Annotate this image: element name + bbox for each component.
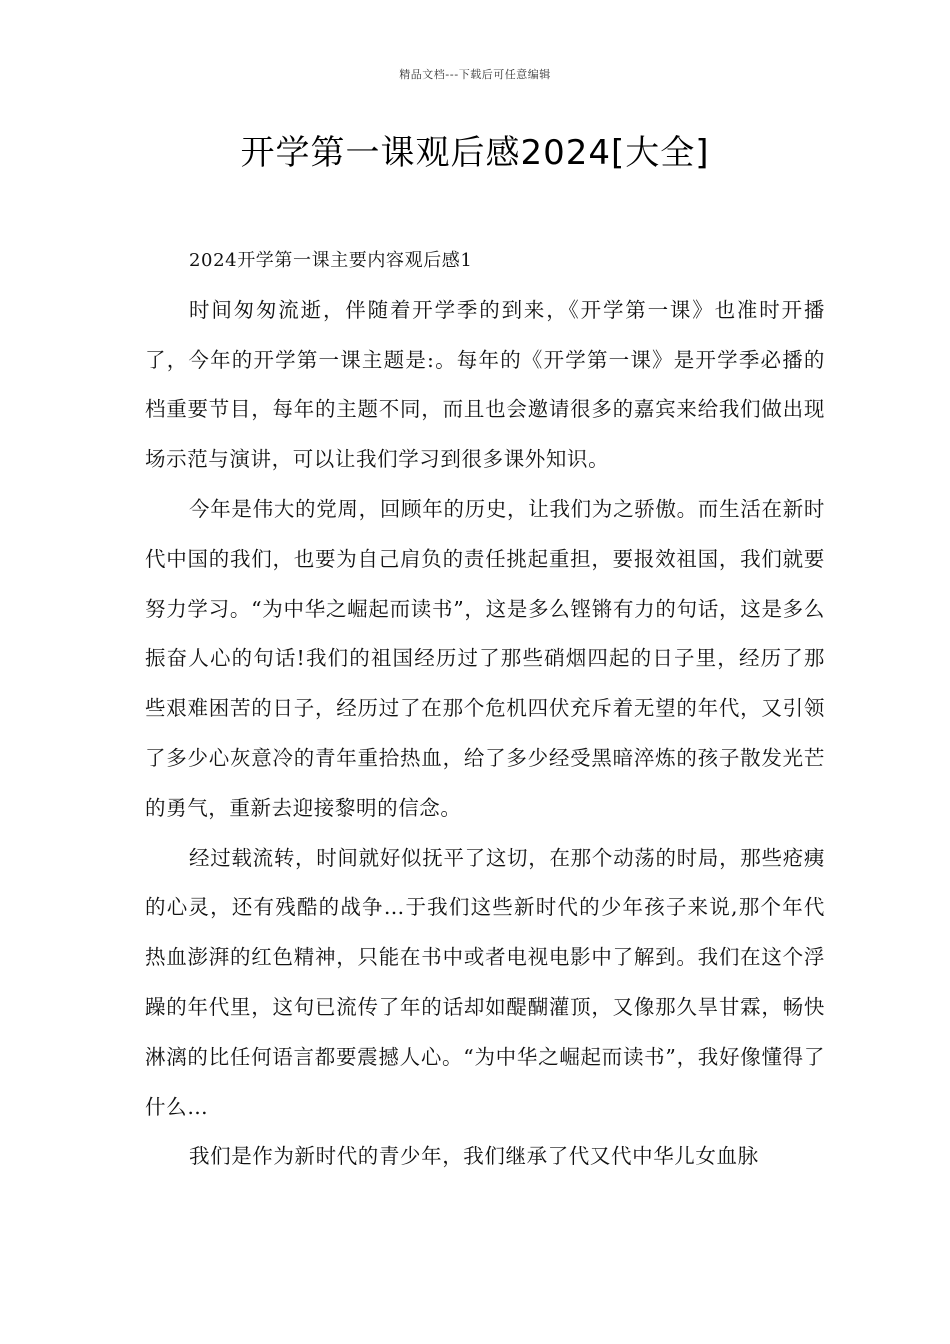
paragraph: 时间匆匆流逝，伴随着开学季的到来，《开学第一课》也准时开播了，今年的开学第一课主题是:。每年的《开学第一课》是开学季必播的档重要节目，每年的主题不同，而且也会邀请很多的嘉宾来给我们做出现场示范与演讲，可以让我们学习到很多课外知识。 — [145, 297, 825, 472]
document-body — [145, 236, 825, 1182]
header-note: 精品文档---下载后可任意编辑 — [399, 68, 551, 81]
paragraph: 今年是伟大的党周，回顾年的历史，让我们为之骄傲。而生活在新时代中国的我们，也要为自己肩负的责任挑起重担，要报效祖国，我们就要努力学习。“为中华之崛起而读书”，这是多么铿锵有力的句话，这是多么振奋人心的句话!我们的祖国经历过了那些硝烟四起的日子里，经历了那些艰难困苦的日子，经历过了在那个危机四伏充斥着无望的年代，又引领了多少心灰意冷的青年重拾热血，给了多少经受黑暗淬炼的孩子散发光芒的勇气，重新去迎接黎明的信念。 — [145, 496, 825, 820]
paragraph: 我们是作为新时代的青少年，我们继承了代又代中华儿女血脉 — [189, 1144, 759, 1169]
paragraph: 经过载流转，时间就好似抚平了这切，在那个动荡的时局，那些疮痍的心灵，还有残酷的战争…于我们这些新时代的少年孩子来说,那个年代热血澎湃的红色精神，只能在书中或者电视电影中了解到。我们在这个浮躁的年代里，这句已流传了年的话却如醍醐灌顶，又像那久旱甘霖，畅快淋漓的比任何语言都要震撼人心。“为中华之崛起而读书”，我好像懂得了什么… — [145, 845, 825, 1119]
document-title: 开学第一课观后感2024[大全] — [240, 133, 710, 173]
section-heading: 2024开学第一课主要内容观后感1 — [189, 250, 473, 271]
